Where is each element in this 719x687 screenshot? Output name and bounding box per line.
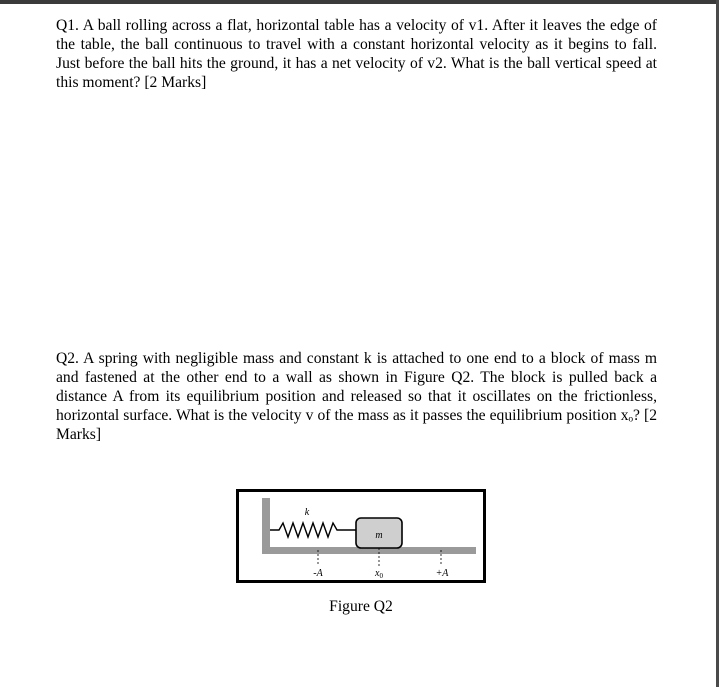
tick-label-x0-sub: 0 xyxy=(379,572,383,580)
spring xyxy=(270,523,356,537)
tick-label-x0 xyxy=(374,568,383,580)
spring-mass-diagram xyxy=(239,492,483,580)
figure-q2-frame xyxy=(236,489,486,583)
wall xyxy=(262,498,270,554)
spring-constant-label: k xyxy=(304,507,310,518)
mass-label: m xyxy=(375,530,383,541)
question-1-text: Q1. A ball rolling across a flat, horizontal table has a velocity of v1. After it leaves the edge of the table, the ball continuous to travel with a constant horizontal velocity as it begins to fall. Just before the ball hits the ground, it has a net velocity of v2. What is the ball vertical speed at this moment? [2 Marks] xyxy=(56,17,657,91)
tick-label-plus-a: +A xyxy=(435,568,449,579)
top-border xyxy=(0,0,719,4)
tick-label-minus-a: -A xyxy=(313,568,323,579)
tick-label-x0-base: x xyxy=(375,568,380,579)
figure-caption: Figure Q2 xyxy=(329,598,393,615)
question-2-text: Q2. A spring with negligible mass and constant k is attached to one end to a block of mass m and fastened at the other end to a wall as shown in Figure Q2. The block is pulled back a distance A from its equilibrium position and released so that it oscillates on the frictionless, horizontal surface. What is the velocity v of the mass as it passes the equilibrium position xₒ? [2 Marks] xyxy=(56,350,657,443)
